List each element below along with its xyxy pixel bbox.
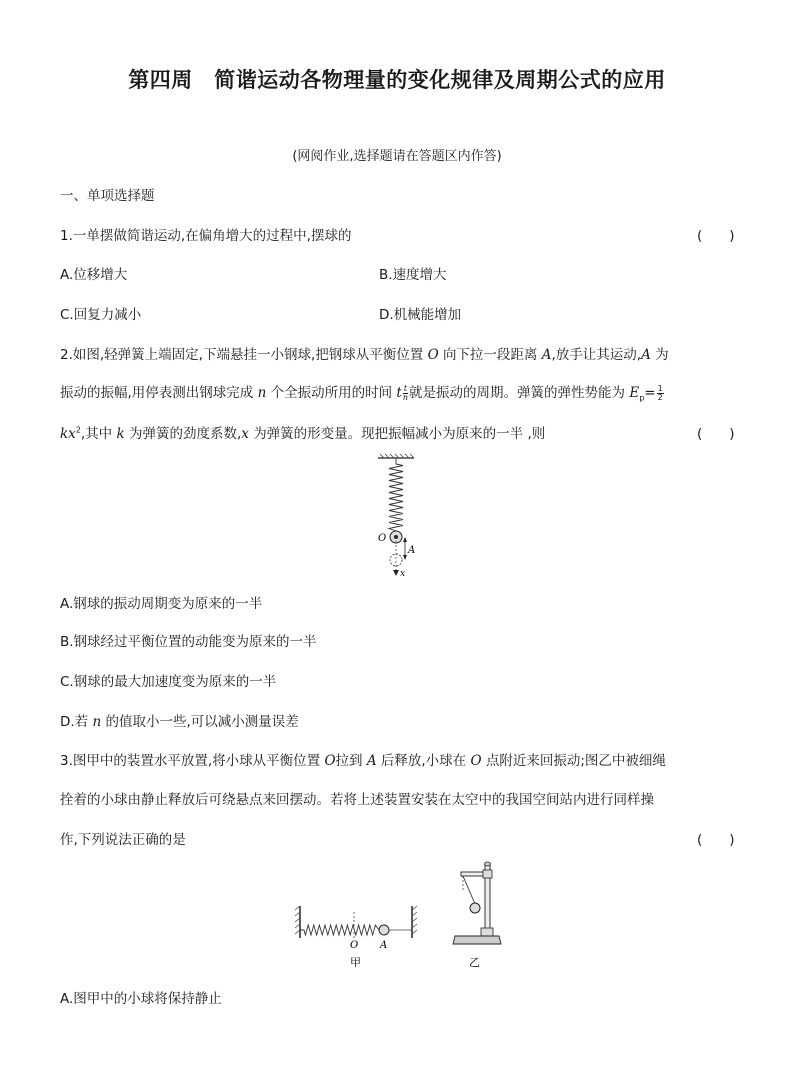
page-title: 第四周 简谐运动各物理量的变化规律及周期公式的应用 xyxy=(128,68,666,92)
q2-line3: $kx^2$,其中 k 为弹簧的劲度系数,x 为弹簧的形变量。现把振幅减小为原来的一半 ,则 xyxy=(60,425,546,442)
fig-label-o: O xyxy=(378,533,387,544)
figure-yi-pendulum xyxy=(447,858,509,970)
q1-option-a: A.位移增大 xyxy=(60,267,128,283)
q3-line2: 拴着的小球由静止释放后可绕悬点来回摆动。若将上述装置安装在太空中的我国空间站内进行同样操 xyxy=(60,792,654,808)
fig-jia-label-a: A xyxy=(380,940,388,951)
q1-stem: 1.一单摆做简谐运动,在偏角增大的过程中,摆球的 xyxy=(60,228,352,244)
q2-answer-parens: ( ) xyxy=(697,426,735,442)
q1-answer-parens: ( ) xyxy=(697,228,735,244)
fig-jia-label-o: O xyxy=(350,940,359,951)
q2-option-b: B.钢球经过平衡位置的动能变为原来的一半 xyxy=(60,634,317,650)
fraction-t-over-n: $\frac{t}{n}$ xyxy=(402,383,409,402)
q3-line3: 作,下列说法正确的是 xyxy=(60,832,186,848)
fig-jia-caption: 甲 xyxy=(350,956,361,969)
q1-option-c: C.回复力减小 xyxy=(60,307,142,323)
fig-label-a: A xyxy=(408,545,416,556)
q3-answer-parens: ( ) xyxy=(697,832,735,848)
section-heading: 一、单项选择题 xyxy=(60,188,155,204)
fig-label-x: x xyxy=(400,569,406,579)
figure-jia-horizontal-spring xyxy=(292,900,422,972)
fraction-one-half: $\frac{1}{2}$ xyxy=(657,383,663,402)
q1-option-b: B.速度增大 xyxy=(379,267,447,283)
fig-yi-caption: 乙 xyxy=(469,956,480,969)
q2-line1: 2.如图,轻弹簧上端固定,下端悬挂一小钢球,把钢球从平衡位置 O 向下拉一段距离 A,放手让其运动,A 为 xyxy=(60,347,669,363)
q2-line2: 振动的振幅,用停表测出钢球完成 n 个全振动所用的时间 t $\frac{t}{n}$ 就是振动的周期。弹簧的弹性势能为 $E_p=$ $\frac{1}{2}$ xyxy=(60,383,663,403)
homework-note: (网阅作业,选择题请在答题区内作答) xyxy=(292,149,502,164)
spring-ball-figure xyxy=(360,452,430,580)
q3-line1: 3.图甲中的装置水平放置,将小球从平衡位置 O拉到 A 后释放,小球在 O 点附近来回振动;图乙中被细绳 xyxy=(60,753,666,769)
q2-option-a: A.钢球的振动周期变为原来的一半 xyxy=(60,596,263,612)
q3-option-a: A.图甲中的小球将保持静止 xyxy=(60,991,222,1007)
q2-option-c: C.钢球的最大加速度变为原来的一半 xyxy=(60,674,277,690)
q2-option-d: D.若 n 的值取小一些,可以减小测量误差 xyxy=(60,714,299,730)
q1-option-d: D.机械能增加 xyxy=(379,307,462,323)
